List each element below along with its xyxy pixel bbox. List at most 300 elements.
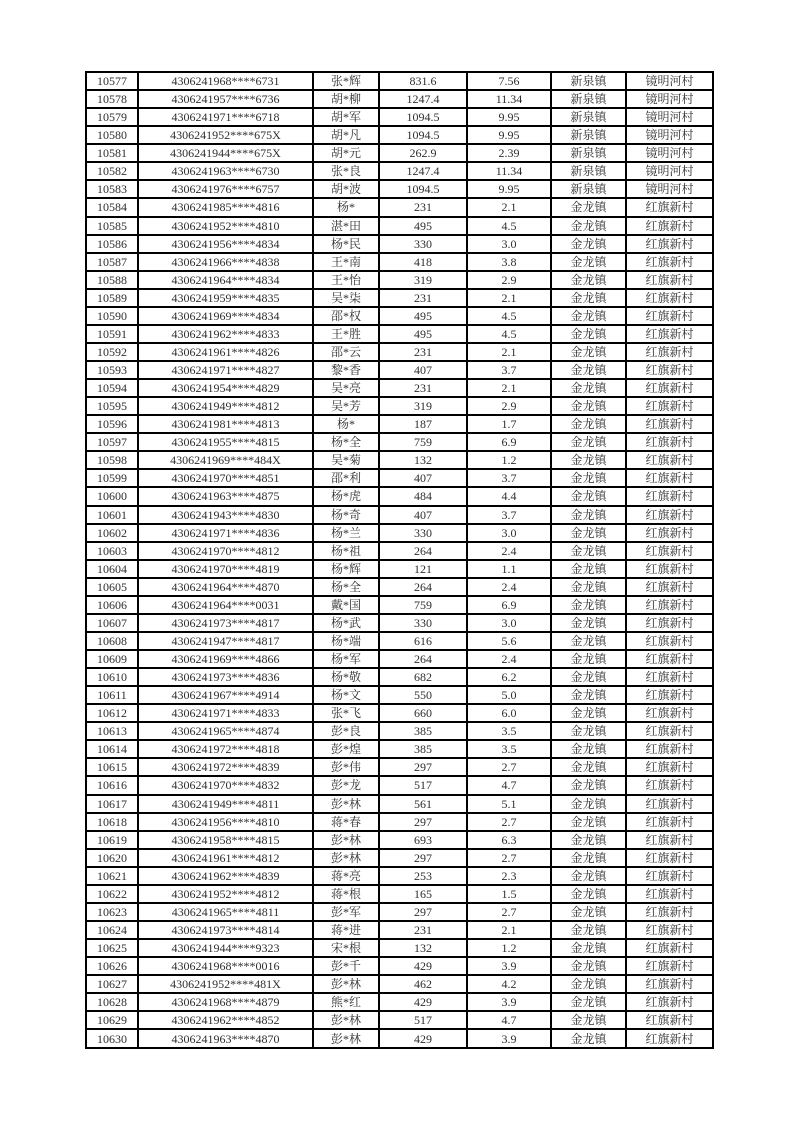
cell-serial-number: 10621 xyxy=(86,867,138,885)
cell-masked-id-number: 4306241956****4834 xyxy=(138,235,313,253)
cell-amount: 165 xyxy=(379,885,467,903)
records-table xyxy=(85,71,714,1049)
cell-masked-name: 张*良 xyxy=(313,162,379,180)
cell-masked-name: 王*南 xyxy=(313,253,379,271)
table-row xyxy=(86,758,713,776)
table-row xyxy=(86,1011,713,1029)
records-table-body xyxy=(86,72,713,1048)
cell-masked-name: 杨*武 xyxy=(313,614,379,632)
cell-masked-id-number: 4306241972****4818 xyxy=(138,740,313,758)
cell-secondary-amount: 2.1 xyxy=(467,379,551,397)
cell-town: 新泉镇 xyxy=(551,126,626,144)
cell-amount: 407 xyxy=(379,469,467,487)
cell-amount: 297 xyxy=(379,903,467,921)
table-row xyxy=(86,361,713,379)
table-row xyxy=(86,921,713,939)
cell-amount: 1094.5 xyxy=(379,108,467,126)
cell-village: 红旗新村 xyxy=(626,397,713,415)
cell-village: 红旗新村 xyxy=(626,415,713,433)
cell-serial-number: 10620 xyxy=(86,849,138,867)
cell-amount: 429 xyxy=(379,957,467,975)
cell-masked-id-number: 4306241972****4839 xyxy=(138,758,313,776)
cell-masked-name: 胡*柳 xyxy=(313,90,379,108)
cell-serial-number: 10611 xyxy=(86,686,138,704)
table-row xyxy=(86,776,713,794)
cell-masked-name: 杨*虎 xyxy=(313,487,379,505)
table-row xyxy=(86,560,713,578)
table-row xyxy=(86,542,713,560)
table-row xyxy=(86,975,713,993)
cell-secondary-amount: 2.7 xyxy=(467,758,551,776)
cell-serial-number: 10629 xyxy=(86,1011,138,1029)
cell-serial-number: 10628 xyxy=(86,993,138,1011)
table-row xyxy=(86,849,713,867)
table-row xyxy=(86,397,713,415)
cell-serial-number: 10590 xyxy=(86,307,138,325)
cell-masked-id-number: 4306241964****4870 xyxy=(138,578,313,596)
cell-masked-id-number: 4306241970****4851 xyxy=(138,469,313,487)
cell-village: 红旗新村 xyxy=(626,957,713,975)
cell-amount: 1247.4 xyxy=(379,162,467,180)
cell-masked-name: 杨*文 xyxy=(313,686,379,704)
cell-secondary-amount: 11.34 xyxy=(467,162,551,180)
cell-town: 金龙镇 xyxy=(551,307,626,325)
cell-masked-name: 杨*民 xyxy=(313,235,379,253)
cell-masked-id-number: 4306241947****4817 xyxy=(138,632,313,650)
cell-masked-name: 吴*芳 xyxy=(313,397,379,415)
cell-secondary-amount: 1.2 xyxy=(467,939,551,957)
cell-masked-name: 彭*林 xyxy=(313,1011,379,1029)
cell-masked-id-number: 4306241971****4836 xyxy=(138,524,313,542)
table-row xyxy=(86,1029,713,1048)
cell-amount: 759 xyxy=(379,596,467,614)
cell-town: 金龙镇 xyxy=(551,578,626,596)
cell-secondary-amount: 3.7 xyxy=(467,469,551,487)
cell-masked-id-number: 4306241969****484X xyxy=(138,451,313,469)
table-row xyxy=(86,939,713,957)
cell-village: 红旗新村 xyxy=(626,198,713,216)
cell-serial-number: 10598 xyxy=(86,451,138,469)
cell-serial-number: 10612 xyxy=(86,704,138,722)
cell-masked-name: 杨*兰 xyxy=(313,524,379,542)
cell-secondary-amount: 9.95 xyxy=(467,180,551,198)
cell-masked-id-number: 4306241971****4827 xyxy=(138,361,313,379)
cell-village: 红旗新村 xyxy=(626,451,713,469)
cell-village: 红旗新村 xyxy=(626,632,713,650)
cell-secondary-amount: 4.5 xyxy=(467,307,551,325)
cell-amount: 693 xyxy=(379,831,467,849)
cell-amount: 231 xyxy=(379,379,467,397)
cell-village: 红旗新村 xyxy=(626,686,713,704)
cell-village: 红旗新村 xyxy=(626,975,713,993)
cell-village: 红旗新村 xyxy=(626,849,713,867)
cell-secondary-amount: 3.9 xyxy=(467,957,551,975)
cell-town: 金龙镇 xyxy=(551,1011,626,1029)
cell-masked-id-number: 4306241969****4834 xyxy=(138,307,313,325)
cell-masked-name: 熊*红 xyxy=(313,993,379,1011)
cell-masked-id-number: 4306241968****6731 xyxy=(138,72,313,90)
table-row xyxy=(86,578,713,596)
table-row xyxy=(86,162,713,180)
cell-serial-number: 10597 xyxy=(86,433,138,451)
table-row xyxy=(86,686,713,704)
cell-town: 金龙镇 xyxy=(551,632,626,650)
cell-serial-number: 10580 xyxy=(86,126,138,144)
cell-town: 金龙镇 xyxy=(551,668,626,686)
cell-masked-name: 杨* xyxy=(313,415,379,433)
cell-village: 红旗新村 xyxy=(626,343,713,361)
cell-village: 红旗新村 xyxy=(626,650,713,668)
cell-village: 镜明河村 xyxy=(626,126,713,144)
cell-town: 金龙镇 xyxy=(551,343,626,361)
cell-masked-id-number: 4306241963****4875 xyxy=(138,487,313,505)
cell-masked-name: 杨*端 xyxy=(313,632,379,650)
cell-serial-number: 10618 xyxy=(86,813,138,831)
cell-serial-number: 10585 xyxy=(86,217,138,235)
cell-town: 金龙镇 xyxy=(551,451,626,469)
cell-town: 金龙镇 xyxy=(551,650,626,668)
cell-town: 金龙镇 xyxy=(551,704,626,722)
cell-town: 金龙镇 xyxy=(551,198,626,216)
cell-serial-number: 10619 xyxy=(86,831,138,849)
cell-masked-name: 蒋*春 xyxy=(313,813,379,831)
cell-masked-id-number: 4306241971****4833 xyxy=(138,704,313,722)
cell-serial-number: 10615 xyxy=(86,758,138,776)
cell-amount: 264 xyxy=(379,542,467,560)
cell-town: 新泉镇 xyxy=(551,72,626,90)
cell-secondary-amount: 5.0 xyxy=(467,686,551,704)
cell-secondary-amount: 3.8 xyxy=(467,253,551,271)
cell-amount: 616 xyxy=(379,632,467,650)
cell-village: 红旗新村 xyxy=(626,469,713,487)
cell-secondary-amount: 3.0 xyxy=(467,524,551,542)
cell-serial-number: 10593 xyxy=(86,361,138,379)
cell-masked-id-number: 4306241954****4829 xyxy=(138,379,313,397)
cell-village: 红旗新村 xyxy=(626,596,713,614)
cell-masked-name: 胡*军 xyxy=(313,108,379,126)
cell-serial-number: 10623 xyxy=(86,903,138,921)
cell-masked-id-number: 4306241965****4811 xyxy=(138,903,313,921)
cell-masked-id-number: 4306241973****4817 xyxy=(138,614,313,632)
cell-secondary-amount: 4.5 xyxy=(467,325,551,343)
cell-village: 红旗新村 xyxy=(626,939,713,957)
cell-masked-name: 宋*根 xyxy=(313,939,379,957)
cell-masked-id-number: 4306241944****675X xyxy=(138,144,313,162)
table-row xyxy=(86,867,713,885)
cell-amount: 264 xyxy=(379,578,467,596)
cell-serial-number: 10627 xyxy=(86,975,138,993)
cell-town: 金龙镇 xyxy=(551,289,626,307)
cell-masked-name: 杨*祖 xyxy=(313,542,379,560)
cell-masked-name: 杨*敬 xyxy=(313,668,379,686)
table-row xyxy=(86,217,713,235)
cell-masked-name: 湛*田 xyxy=(313,217,379,235)
cell-village: 红旗新村 xyxy=(626,560,713,578)
cell-serial-number: 10586 xyxy=(86,235,138,253)
cell-masked-name: 吴*亮 xyxy=(313,379,379,397)
cell-masked-id-number: 4306241969****4866 xyxy=(138,650,313,668)
cell-masked-name: 彭*伟 xyxy=(313,758,379,776)
cell-serial-number: 10596 xyxy=(86,415,138,433)
cell-amount: 495 xyxy=(379,325,467,343)
cell-town: 金龙镇 xyxy=(551,776,626,794)
cell-town: 金龙镇 xyxy=(551,415,626,433)
cell-village: 红旗新村 xyxy=(626,776,713,794)
cell-serial-number: 10616 xyxy=(86,776,138,794)
cell-amount: 462 xyxy=(379,975,467,993)
cell-masked-id-number: 4306241963****6730 xyxy=(138,162,313,180)
cell-secondary-amount: 4.4 xyxy=(467,487,551,505)
cell-secondary-amount: 9.95 xyxy=(467,108,551,126)
cell-town: 金龙镇 xyxy=(551,885,626,903)
table-row xyxy=(86,108,713,126)
cell-secondary-amount: 2.1 xyxy=(467,289,551,307)
cell-village: 红旗新村 xyxy=(626,271,713,289)
cell-town: 金龙镇 xyxy=(551,397,626,415)
table-row xyxy=(86,325,713,343)
cell-serial-number: 10587 xyxy=(86,253,138,271)
cell-secondary-amount: 6.9 xyxy=(467,596,551,614)
cell-town: 金龙镇 xyxy=(551,253,626,271)
cell-secondary-amount: 1.1 xyxy=(467,560,551,578)
cell-town: 新泉镇 xyxy=(551,90,626,108)
cell-masked-name: 彭*林 xyxy=(313,795,379,813)
cell-masked-name: 杨* xyxy=(313,198,379,216)
cell-town: 金龙镇 xyxy=(551,560,626,578)
cell-masked-name: 彭*林 xyxy=(313,849,379,867)
table-row xyxy=(86,704,713,722)
cell-masked-name: 蒋*根 xyxy=(313,885,379,903)
cell-town: 金龙镇 xyxy=(551,813,626,831)
cell-masked-id-number: 4306241962****4839 xyxy=(138,867,313,885)
table-row xyxy=(86,614,713,632)
cell-amount: 517 xyxy=(379,776,467,794)
cell-masked-name: 杨*奇 xyxy=(313,506,379,524)
cell-masked-name: 邵*云 xyxy=(313,343,379,361)
cell-village: 镜明河村 xyxy=(626,144,713,162)
cell-masked-name: 戴*国 xyxy=(313,596,379,614)
cell-village: 镜明河村 xyxy=(626,180,713,198)
cell-secondary-amount: 4.7 xyxy=(467,1011,551,1029)
cell-serial-number: 10595 xyxy=(86,397,138,415)
cell-village: 红旗新村 xyxy=(626,542,713,560)
cell-amount: 407 xyxy=(379,361,467,379)
cell-masked-id-number: 4306241970****4812 xyxy=(138,542,313,560)
cell-secondary-amount: 6.0 xyxy=(467,704,551,722)
cell-secondary-amount: 5.6 xyxy=(467,632,551,650)
table-row xyxy=(86,126,713,144)
cell-serial-number: 10594 xyxy=(86,379,138,397)
cell-amount: 1094.5 xyxy=(379,180,467,198)
table-row xyxy=(86,831,713,849)
cell-secondary-amount: 3.0 xyxy=(467,235,551,253)
cell-town: 金龙镇 xyxy=(551,379,626,397)
cell-village: 红旗新村 xyxy=(626,740,713,758)
cell-masked-name: 彭*煌 xyxy=(313,740,379,758)
cell-secondary-amount: 2.3 xyxy=(467,867,551,885)
table-row xyxy=(86,271,713,289)
cell-amount: 231 xyxy=(379,343,467,361)
cell-town: 金龙镇 xyxy=(551,524,626,542)
cell-masked-id-number: 4306241963****4870 xyxy=(138,1029,313,1048)
cell-amount: 407 xyxy=(379,506,467,524)
cell-amount: 132 xyxy=(379,451,467,469)
cell-town: 金龙镇 xyxy=(551,831,626,849)
table-row xyxy=(86,993,713,1011)
cell-masked-id-number: 4306241956****4810 xyxy=(138,813,313,831)
table-row xyxy=(86,451,713,469)
cell-village: 镜明河村 xyxy=(626,72,713,90)
cell-masked-name: 彭*千 xyxy=(313,957,379,975)
cell-town: 金龙镇 xyxy=(551,542,626,560)
cell-masked-id-number: 4306241971****6718 xyxy=(138,108,313,126)
cell-village: 红旗新村 xyxy=(626,307,713,325)
cell-amount: 495 xyxy=(379,217,467,235)
cell-amount: 121 xyxy=(379,560,467,578)
cell-village: 红旗新村 xyxy=(626,506,713,524)
cell-serial-number: 10577 xyxy=(86,72,138,90)
cell-town: 金龙镇 xyxy=(551,271,626,289)
cell-masked-name: 黎*香 xyxy=(313,361,379,379)
cell-masked-id-number: 4306241968****0016 xyxy=(138,957,313,975)
cell-masked-name: 杨*军 xyxy=(313,650,379,668)
cell-village: 红旗新村 xyxy=(626,433,713,451)
cell-serial-number: 10581 xyxy=(86,144,138,162)
table-row xyxy=(86,433,713,451)
cell-secondary-amount: 6.2 xyxy=(467,668,551,686)
cell-masked-id-number: 4306241976****6757 xyxy=(138,180,313,198)
cell-serial-number: 10613 xyxy=(86,722,138,740)
cell-village: 红旗新村 xyxy=(626,325,713,343)
cell-masked-name: 王*怡 xyxy=(313,271,379,289)
cell-masked-id-number: 4306241952****4810 xyxy=(138,217,313,235)
cell-serial-number: 10599 xyxy=(86,469,138,487)
cell-serial-number: 10601 xyxy=(86,506,138,524)
cell-town: 金龙镇 xyxy=(551,487,626,505)
cell-serial-number: 10591 xyxy=(86,325,138,343)
cell-secondary-amount: 2.1 xyxy=(467,343,551,361)
cell-serial-number: 10625 xyxy=(86,939,138,957)
table-row xyxy=(86,379,713,397)
cell-town: 金龙镇 xyxy=(551,469,626,487)
cell-town: 金龙镇 xyxy=(551,217,626,235)
cell-town: 金龙镇 xyxy=(551,361,626,379)
table-row xyxy=(86,903,713,921)
cell-amount: 262.9 xyxy=(379,144,467,162)
cell-masked-id-number: 4306241964****4834 xyxy=(138,271,313,289)
cell-masked-name: 胡*波 xyxy=(313,180,379,198)
cell-village: 红旗新村 xyxy=(626,921,713,939)
cell-masked-name: 彭*军 xyxy=(313,903,379,921)
cell-amount: 561 xyxy=(379,795,467,813)
cell-amount: 264 xyxy=(379,650,467,668)
cell-town: 金龙镇 xyxy=(551,993,626,1011)
cell-town: 金龙镇 xyxy=(551,614,626,632)
cell-amount: 484 xyxy=(379,487,467,505)
cell-village: 红旗新村 xyxy=(626,867,713,885)
table-row xyxy=(86,72,713,90)
table-row xyxy=(86,813,713,831)
cell-town: 金龙镇 xyxy=(551,975,626,993)
table-row xyxy=(86,289,713,307)
table-row xyxy=(86,795,713,813)
cell-amount: 319 xyxy=(379,397,467,415)
cell-secondary-amount: 2.7 xyxy=(467,813,551,831)
table-row xyxy=(86,180,713,198)
cell-secondary-amount: 5.1 xyxy=(467,795,551,813)
table-row xyxy=(86,469,713,487)
cell-masked-name: 吴*柒 xyxy=(313,289,379,307)
cell-serial-number: 10617 xyxy=(86,795,138,813)
cell-village: 红旗新村 xyxy=(626,1011,713,1029)
cell-masked-id-number: 4306241952****4812 xyxy=(138,885,313,903)
cell-village: 红旗新村 xyxy=(626,758,713,776)
cell-amount: 132 xyxy=(379,939,467,957)
cell-amount: 253 xyxy=(379,867,467,885)
cell-secondary-amount: 2.7 xyxy=(467,849,551,867)
cell-amount: 429 xyxy=(379,1029,467,1048)
cell-masked-name: 蒋*亮 xyxy=(313,867,379,885)
cell-village: 红旗新村 xyxy=(626,524,713,542)
cell-town: 金龙镇 xyxy=(551,849,626,867)
cell-village: 红旗新村 xyxy=(626,235,713,253)
cell-amount: 297 xyxy=(379,849,467,867)
cell-secondary-amount: 2.7 xyxy=(467,903,551,921)
table-row xyxy=(86,957,713,975)
cell-secondary-amount: 2.4 xyxy=(467,650,551,668)
cell-village: 红旗新村 xyxy=(626,722,713,740)
table-row xyxy=(86,90,713,108)
cell-amount: 660 xyxy=(379,704,467,722)
cell-village: 红旗新村 xyxy=(626,903,713,921)
cell-secondary-amount: 9.95 xyxy=(467,126,551,144)
cell-masked-name: 张*飞 xyxy=(313,704,379,722)
cell-town: 金龙镇 xyxy=(551,903,626,921)
cell-masked-name: 杨*辉 xyxy=(313,560,379,578)
cell-secondary-amount: 7.56 xyxy=(467,72,551,90)
table-row xyxy=(86,668,713,686)
cell-masked-name: 张*辉 xyxy=(313,72,379,90)
cell-village: 红旗新村 xyxy=(626,704,713,722)
cell-serial-number: 10604 xyxy=(86,560,138,578)
cell-masked-id-number: 4306241949****4812 xyxy=(138,397,313,415)
cell-masked-name: 蒋*进 xyxy=(313,921,379,939)
table-row xyxy=(86,235,713,253)
cell-secondary-amount: 2.4 xyxy=(467,578,551,596)
cell-secondary-amount: 2.1 xyxy=(467,921,551,939)
cell-amount: 330 xyxy=(379,235,467,253)
cell-village: 镜明河村 xyxy=(626,90,713,108)
table-row xyxy=(86,343,713,361)
cell-serial-number: 10624 xyxy=(86,921,138,939)
cell-village: 红旗新村 xyxy=(626,361,713,379)
cell-serial-number: 10610 xyxy=(86,668,138,686)
cell-amount: 759 xyxy=(379,433,467,451)
table-row xyxy=(86,506,713,524)
cell-masked-id-number: 4306241970****4819 xyxy=(138,560,313,578)
cell-village: 红旗新村 xyxy=(626,578,713,596)
cell-masked-id-number: 4306241943****4830 xyxy=(138,506,313,524)
cell-village: 镜明河村 xyxy=(626,108,713,126)
cell-secondary-amount: 6.9 xyxy=(467,433,551,451)
cell-amount: 517 xyxy=(379,1011,467,1029)
cell-serial-number: 10583 xyxy=(86,180,138,198)
table-row xyxy=(86,144,713,162)
table-row xyxy=(86,596,713,614)
cell-secondary-amount: 1.5 xyxy=(467,885,551,903)
cell-masked-id-number: 4306241959****4835 xyxy=(138,289,313,307)
cell-secondary-amount: 3.5 xyxy=(467,740,551,758)
